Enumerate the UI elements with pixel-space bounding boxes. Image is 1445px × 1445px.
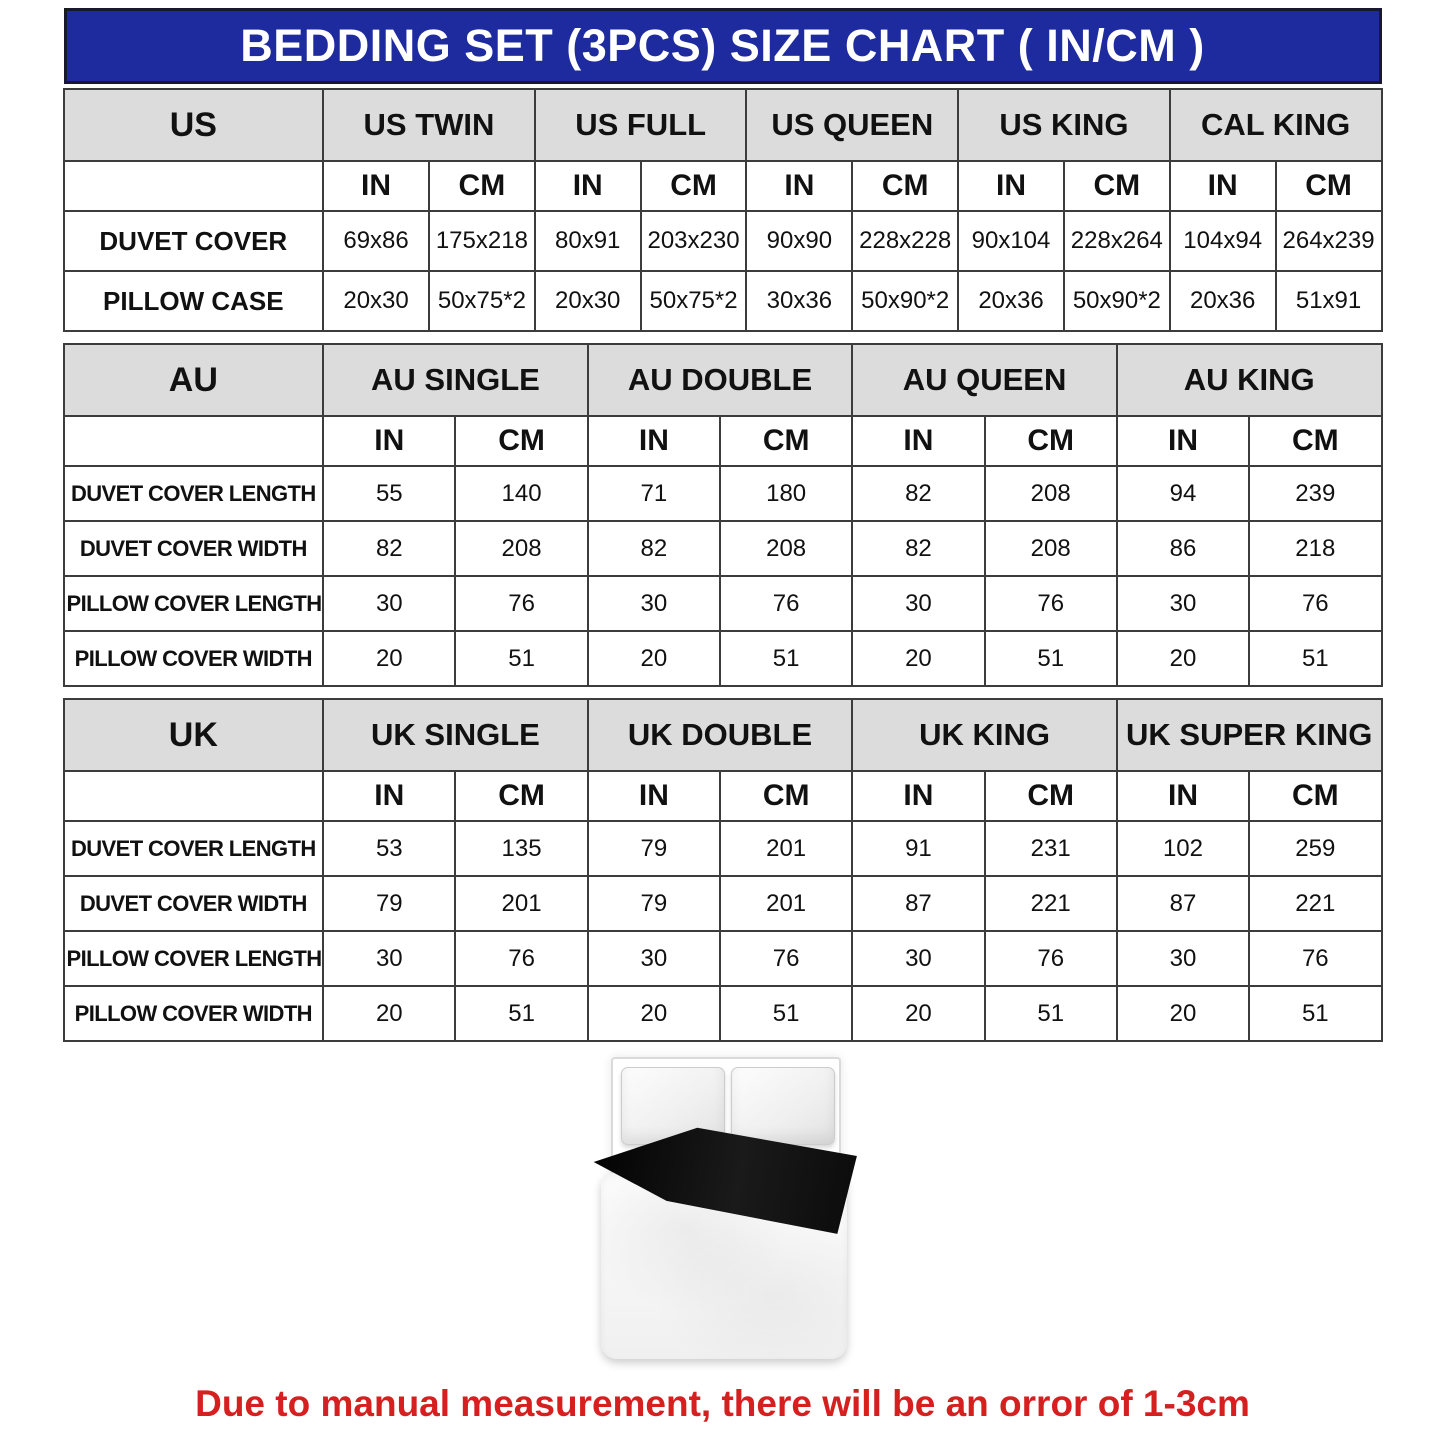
value-cell: 76 xyxy=(1249,931,1381,986)
unit-header: CM xyxy=(641,161,747,211)
pillow-right-icon xyxy=(731,1067,835,1145)
value-cell: 76 xyxy=(720,576,852,631)
chart-title-banner xyxy=(64,8,1382,84)
value-cell: 30 xyxy=(323,931,455,986)
au-size-header: AU QUEEN xyxy=(852,344,1117,416)
uk-size-header: UK SINGLE xyxy=(323,699,588,771)
unit-header: IN xyxy=(1117,416,1249,466)
au-size-header: AU DOUBLE xyxy=(588,344,853,416)
value-cell: 201 xyxy=(720,821,852,876)
unit-header: IN xyxy=(746,161,852,211)
value-cell: 20 xyxy=(588,986,720,1041)
value-cell: 201 xyxy=(455,876,587,931)
value-cell: 76 xyxy=(455,576,587,631)
value-cell: 51x91 xyxy=(1276,271,1382,331)
table-row xyxy=(64,821,1382,876)
value-cell: 208 xyxy=(985,466,1117,521)
table-row xyxy=(64,271,1382,331)
value-cell: 76 xyxy=(985,931,1117,986)
value-cell: 51 xyxy=(985,631,1117,686)
table-row xyxy=(64,931,1382,986)
unit-header: IN xyxy=(323,161,429,211)
unit-header: IN xyxy=(1170,161,1276,211)
us-size-header: US KING xyxy=(958,89,1170,161)
table-row xyxy=(64,986,1382,1041)
value-cell: 20 xyxy=(588,631,720,686)
value-cell: 82 xyxy=(588,521,720,576)
value-cell: 239 xyxy=(1249,466,1381,521)
value-cell: 91 xyxy=(852,821,984,876)
row-label: PILLOW COVER WIDTH xyxy=(64,986,324,1041)
value-cell: 30 xyxy=(1117,931,1249,986)
value-cell: 20 xyxy=(323,631,455,686)
value-cell: 30 xyxy=(588,931,720,986)
value-cell: 30 xyxy=(852,576,984,631)
value-cell: 30 xyxy=(1117,576,1249,631)
row-label: PILLOW COVER WIDTH xyxy=(64,631,324,686)
row-label: PILLOW COVER LENGTH xyxy=(64,931,324,986)
value-cell: 51 xyxy=(455,986,587,1041)
table-row xyxy=(64,466,1382,521)
value-cell: 201 xyxy=(720,876,852,931)
unit-header: IN xyxy=(852,416,984,466)
value-cell: 53 xyxy=(323,821,455,876)
au-size-header: AU KING xyxy=(1117,344,1382,416)
unit-header: CM xyxy=(852,161,958,211)
unit-header: IN xyxy=(1117,771,1249,821)
value-cell: 102 xyxy=(1117,821,1249,876)
value-cell: 82 xyxy=(852,466,984,521)
value-cell: 20x36 xyxy=(1170,271,1276,331)
unit-header: CM xyxy=(985,416,1117,466)
value-cell: 50x90*2 xyxy=(852,271,958,331)
value-cell: 30x36 xyxy=(746,271,852,331)
value-cell: 50x75*2 xyxy=(429,271,535,331)
value-cell: 20x30 xyxy=(535,271,641,331)
value-cell: 20 xyxy=(1117,631,1249,686)
value-cell: 208 xyxy=(720,521,852,576)
us-blank-cell xyxy=(64,161,324,211)
value-cell: 90x90 xyxy=(746,211,852,271)
value-cell: 20x30 xyxy=(323,271,429,331)
row-label: DUVET COVER LENGTH xyxy=(64,466,324,521)
value-cell: 76 xyxy=(985,576,1117,631)
value-cell: 87 xyxy=(1117,876,1249,931)
value-cell: 90x104 xyxy=(958,211,1064,271)
unit-header: CM xyxy=(1249,416,1381,466)
value-cell: 30 xyxy=(588,576,720,631)
value-cell: 264x239 xyxy=(1276,211,1382,271)
unit-header: IN xyxy=(852,771,984,821)
value-cell: 51 xyxy=(1249,631,1381,686)
value-cell: 259 xyxy=(1249,821,1381,876)
row-label: PILLOW CASE xyxy=(64,271,324,331)
unit-header: CM xyxy=(455,771,587,821)
value-cell: 76 xyxy=(455,931,587,986)
unit-header: IN xyxy=(323,416,455,466)
value-cell: 20 xyxy=(852,986,984,1041)
value-cell: 20x36 xyxy=(958,271,1064,331)
table-row xyxy=(64,631,1382,686)
value-cell: 208 xyxy=(455,521,587,576)
us-size-header: CAL KING xyxy=(1170,89,1382,161)
value-cell: 50x90*2 xyxy=(1064,271,1170,331)
value-cell: 86 xyxy=(1117,521,1249,576)
au-size-table xyxy=(63,343,1383,687)
unit-header: IN xyxy=(588,416,720,466)
value-cell: 79 xyxy=(588,876,720,931)
value-cell: 76 xyxy=(1249,576,1381,631)
value-cell: 51 xyxy=(985,986,1117,1041)
value-cell: 50x75*2 xyxy=(641,271,747,331)
au-size-header: AU SINGLE xyxy=(323,344,588,416)
value-cell: 51 xyxy=(1249,986,1381,1041)
unit-header: CM xyxy=(1276,161,1382,211)
value-cell: 221 xyxy=(1249,876,1381,931)
measurement-note: Due to manual measurement, there will be an orror of 1-3cm xyxy=(195,1383,1250,1424)
bedding-set-photo xyxy=(583,1053,863,1365)
value-cell: 87 xyxy=(852,876,984,931)
value-cell: 135 xyxy=(455,821,587,876)
unit-header: IN xyxy=(323,771,455,821)
value-cell: 231 xyxy=(985,821,1117,876)
value-cell: 221 xyxy=(985,876,1117,931)
table-row xyxy=(64,521,1382,576)
value-cell: 30 xyxy=(852,931,984,986)
row-label: DUVET COVER WIDTH xyxy=(64,876,324,931)
unit-header: CM xyxy=(1249,771,1381,821)
unit-header: CM xyxy=(455,416,587,466)
value-cell: 82 xyxy=(852,521,984,576)
table-row xyxy=(64,876,1382,931)
value-cell: 175x218 xyxy=(429,211,535,271)
unit-header: IN xyxy=(958,161,1064,211)
value-cell: 180 xyxy=(720,466,852,521)
value-cell: 104x94 xyxy=(1170,211,1276,271)
unit-header: CM xyxy=(1064,161,1170,211)
value-cell: 51 xyxy=(455,631,587,686)
value-cell: 228x264 xyxy=(1064,211,1170,271)
value-cell: 71 xyxy=(588,466,720,521)
value-cell: 208 xyxy=(985,521,1117,576)
us-size-table xyxy=(63,88,1383,332)
uk-size-table xyxy=(63,698,1383,1042)
value-cell: 82 xyxy=(323,521,455,576)
value-cell: 76 xyxy=(720,931,852,986)
uk-size-header: UK SUPER KING xyxy=(1117,699,1382,771)
au-blank-cell xyxy=(64,416,324,466)
row-label: PILLOW COVER LENGTH xyxy=(64,576,324,631)
row-label: DUVET COVER xyxy=(64,211,324,271)
unit-header: IN xyxy=(588,771,720,821)
value-cell: 94 xyxy=(1117,466,1249,521)
uk-size-header: UK KING xyxy=(852,699,1117,771)
value-cell: 140 xyxy=(455,466,587,521)
row-label: DUVET COVER WIDTH xyxy=(64,521,324,576)
uk-size-header: UK DOUBLE xyxy=(588,699,853,771)
value-cell: 55 xyxy=(323,466,455,521)
value-cell: 20 xyxy=(1117,986,1249,1041)
us-size-header: US FULL xyxy=(535,89,747,161)
value-cell: 80x91 xyxy=(535,211,641,271)
us-size-header: US TWIN xyxy=(323,89,535,161)
value-cell: 20 xyxy=(852,631,984,686)
value-cell: 30 xyxy=(323,576,455,631)
value-cell: 20 xyxy=(323,986,455,1041)
table-row xyxy=(64,211,1382,271)
unit-header: CM xyxy=(429,161,535,211)
unit-header: IN xyxy=(535,161,641,211)
value-cell: 51 xyxy=(720,986,852,1041)
us-region-header: US xyxy=(64,89,324,161)
value-cell: 79 xyxy=(588,821,720,876)
chart-title: BEDDING SET (3PCS) SIZE CHART ( IN/CM ) xyxy=(240,20,1205,71)
value-cell: 69x86 xyxy=(323,211,429,271)
unit-header: CM xyxy=(720,416,852,466)
us-size-header: US QUEEN xyxy=(746,89,958,161)
value-cell: 228x228 xyxy=(852,211,958,271)
value-cell: 203x230 xyxy=(641,211,747,271)
row-label: DUVET COVER LENGTH xyxy=(64,821,324,876)
value-cell: 218 xyxy=(1249,521,1381,576)
value-cell: 79 xyxy=(323,876,455,931)
au-region-header: AU xyxy=(64,344,324,416)
unit-header: CM xyxy=(985,771,1117,821)
unit-header: CM xyxy=(720,771,852,821)
uk-region-header: UK xyxy=(64,699,324,771)
table-row xyxy=(64,576,1382,631)
value-cell: 51 xyxy=(720,631,852,686)
uk-blank-cell xyxy=(64,771,324,821)
